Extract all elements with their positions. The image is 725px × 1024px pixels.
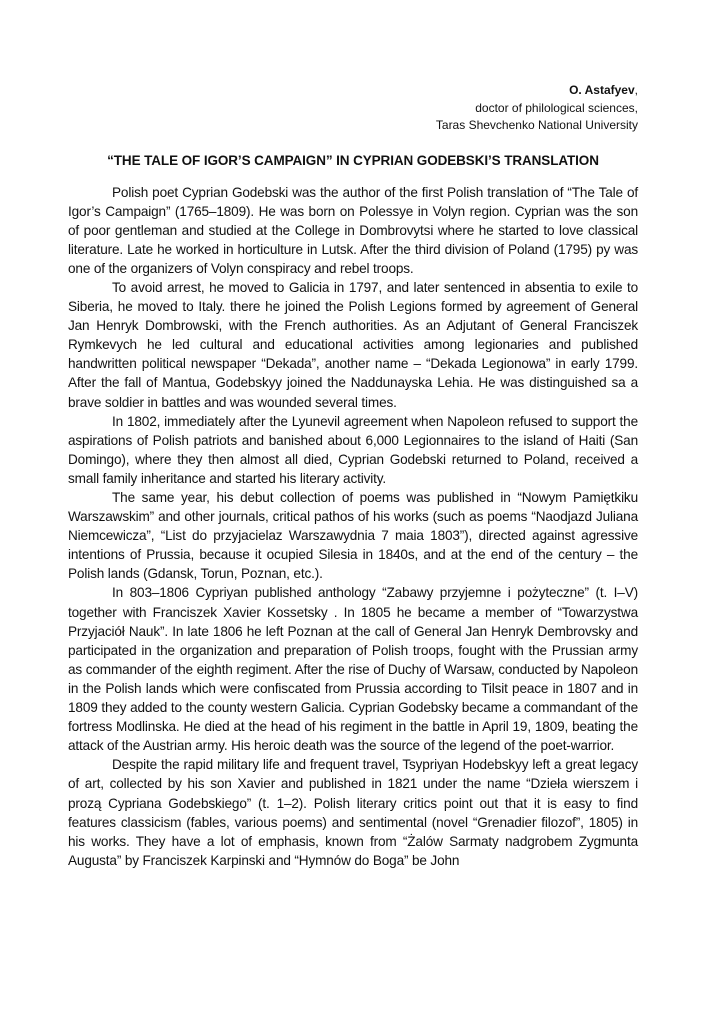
paragraph: Polish poet Cyprian Godebski was the author of the first Polish translation of “The Tale of Igor’s Campaign” (1765–1809). He was born on Polessye in Volyn region. Cyprian was the son of poor gentleman and studied at the College in Dombrovytsi where he started to love classical literature. Late he worked in horticulture in Lutsk. After the third division of Poland (1795) py was one of the organizers of Volyn conspiracy and rebel troops.	[68, 184, 638, 276]
paragraph: In 1802, immediately after the Lyunevil agreement when Napoleon refused to support the aspirations of Polish patriots and banished about 6,000 Legionnaires to the island of Haiti (San Domingo), where they then almost all died, Cyprian Godebski returned to Poland, received a small family inheritance and started his literary activity.	[68, 413, 638, 486]
author-line	[68, 82, 638, 100]
paragraph: In 803–1806 Cypriyan published anthology “Zabawy przyjemne i pożyteczne” (t. I–V) together with Franciszek Xavier Kossetsky . In 1805 he became a member of “Towarzystwa Przyjaciół Nauk”. In late 1806 he left Poznan at the call of General Jan Henryk Dembrovsky and participated in the organization and preparation of Polish troops, fought with the Prussian army as commander of the eighth regiment. After the rise of Duchy of Warsaw, conducted by Napoleon in the Polish lands which were confiscated from Prussia according to Tilsit peace in 1807 and in 1809 they added to the county western Galicia. Cyprian Godebsky became a commandant of the fortress Modlinska. He died at the head of his regiment in the battle in April 19, 1809, beating the attack of the Austrian army. His heroic death was the source of the legend of the poet-warrior.	[68, 585, 638, 754]
author-affiliation: Taras Shevchenko National University	[435, 118, 638, 132]
article-title: “THE TALE OF IGOR’S CAMPAIGN” IN CYPRIAN GODEBSKI’S TRANSLATION	[107, 152, 599, 168]
article-body	[68, 183, 638, 870]
document-page	[68, 82, 638, 870]
author-block	[68, 82, 638, 135]
paragraph: To avoid arrest, he moved to Galicia in 1797, and later sentenced in absentia to exile to Siberia, he moved to Italy. there he joined the Polish Legions formed by agreement of General Jan Henryk Dombrowski, with the French authorities. As an Adjutant of General Franciszek Rymkevych he led cultural and educational activities among legionaries and published handwritten political newspaper “Dekada”, another name – “Dekada Legionowa” in early 1799. After the fall of Mantua, Godebskyy joined the Naddunayska Lehia. He was distinguished sa a brave soldier in battles and was wounded several times.	[68, 279, 638, 410]
author-name-suffix: ,	[634, 83, 638, 97]
paragraph: Despite the rapid military life and frequent travel, Tsypriyan Hodebskyy left a great legacy of art, collected by his son Xavier and published in 1821 under the name “Dzieła wierszem i prozą Cypriana Godebskiego” (t. 1–2). Polish literary critics point out that it is easy to find features classicism (fables, various poems) and sentimental (novel “Grenadier filozof”, 1805) in his works. They have a lot of emphasis, known from “Żalów Sarmaty nadgrobem Zygmunta Augusta” by Franciszek Karpinski and “Hymnów do Boga” be John	[68, 757, 638, 868]
paragraph: The same year, his debut collection of poems was published in “Nowym Pamiętkiku Warszawskim” and other journals, critical pathos of his works (such as poems “Naodjazd Juliana Niemcewicza”, “List do przyjacielaz Warszawydnia 7 maia 1803”), directed against agressive intentions of Prussia, because it ocupied Silesia in 1840s, and at the end of the century – the Polish lands (Gdansk, Torun, Poznan, etc.).	[68, 490, 638, 582]
author-degree: doctor of philological sciences,	[475, 100, 638, 115]
author-name: O. Astafyev	[569, 83, 635, 97]
